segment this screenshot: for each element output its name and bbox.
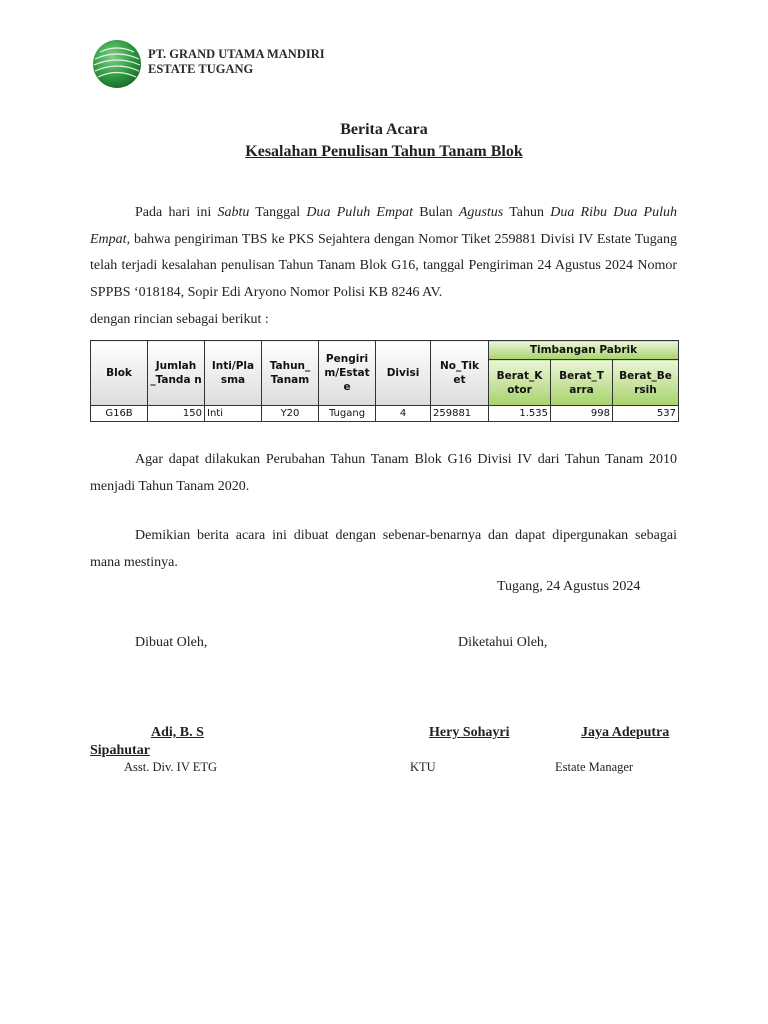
known-by-label: Diketahui Oleh,: [458, 635, 548, 650]
table-row: [91, 406, 679, 422]
cell-inti-plasma: Inti: [205, 406, 262, 422]
cell-berat-tarra: 998: [551, 406, 613, 422]
closing-paragraph: [90, 523, 677, 576]
cell-no-tiket: 259881: [431, 406, 489, 422]
p1-text-2: Tanggal: [249, 205, 307, 220]
col-header-jumlah-tandan: Jumlah _Tanda n: [148, 341, 205, 406]
cell-jumlah-tandan: 150: [148, 406, 205, 422]
document-heading: [0, 119, 768, 163]
col-group-timbangan-pabrik: Timbangan Pabrik: [489, 341, 679, 360]
signatory-1-name-cont: Sipahutar: [90, 743, 150, 758]
table-header-row: [91, 341, 679, 360]
signatory-1-name: Adi, B. S: [151, 725, 204, 740]
signatory-2-name: Hery Sohayri: [429, 725, 510, 740]
col-header-berat-tarra: Berat_T arra: [551, 360, 613, 406]
document-title: Berita Acara: [340, 121, 428, 138]
p1-text-1: Pada hari ini: [135, 205, 218, 220]
col-header-blok: Blok: [91, 341, 148, 406]
p1-date-words: Dua Puluh Empat: [306, 205, 413, 220]
signatory-3-role: Estate Manager: [555, 760, 634, 774]
document-subtitle: Kesalahan Penulisan Tahun Tanam Blok: [245, 143, 523, 160]
opening-paragraph: [90, 200, 677, 306]
details-intro: dengan rincian sebagai berikut :: [90, 312, 269, 327]
made-by-label: Dibuat Oleh,: [135, 635, 208, 650]
company-logo: [92, 39, 142, 89]
change-request-paragraph: [90, 447, 677, 500]
estate-name: ESTATE TUGANG: [148, 62, 254, 76]
col-header-tahun-tanam: Tahun_ Tanam: [262, 341, 319, 406]
col-header-pengirim: Pengiri m/Estat e: [319, 341, 376, 406]
p1-month: Agustus: [458, 205, 504, 220]
col-header-berat-bersih: Berat_Be rsih: [613, 360, 679, 406]
change-request-text: Agar dapat dilakukan Perubahan Tahun Tanam Blok G16 Divisi IV dari Tahun Tanam 2010 menjadi Tahun Tanam 2020.: [90, 452, 677, 494]
p1-text-3: Bulan: [412, 205, 459, 220]
col-header-berat-kotor: Berat_K otor: [489, 360, 551, 406]
signatory-2-role: KTU: [410, 760, 436, 774]
cell-tahun-tanam: Y20: [262, 406, 319, 422]
company-header: [148, 47, 325, 77]
globe-logo-icon: [92, 39, 142, 89]
cell-berat-kotor: 1.535: [489, 406, 551, 422]
cell-pengirim: Tugang: [319, 406, 376, 422]
col-header-inti-plasma: Inti/Pla sma: [205, 341, 262, 406]
cell-blok: G16B: [91, 406, 148, 422]
col-header-divisi: Divisi: [376, 341, 431, 406]
p1-year-words: Dua Ribu Dua Puluh Empat: [90, 205, 677, 247]
signatory-3-name: Jaya Adeputra: [581, 725, 670, 740]
company-name: PT. GRAND UTAMA MANDIRI: [148, 47, 325, 61]
cell-berat-bersih: 537: [613, 406, 679, 422]
shipment-table: [90, 340, 679, 422]
col-header-no-tiket: No_Tik et: [431, 341, 489, 406]
p1-day: Sabtu: [217, 205, 250, 220]
signatory-1-role: Asst. Div. IV ETG: [124, 760, 218, 774]
cell-divisi: 4: [376, 406, 431, 422]
p1-text-5: , bahwa pengiriman TBS ke PKS Sejahtera dengan Nomor Tiket 259881 Divisi IV Estate Tugang telah terjadi kesalahan penulisan Tahun Tanam Blok G16, tanggal Pengiriman 24 Agustus 2024 Nomor SPPBS ‘018184, Sopir Edi Aryono Nomor Polisi KB 8246 AV.: [90, 231, 677, 300]
place-date: Tugang, 24 Agustus 2024: [497, 579, 641, 594]
closing-text: Demikian berita acara ini dibuat dengan sebenar-benarnya dan dapat dipergunakan sebagai mana mestinya.: [90, 528, 677, 570]
p1-text-4: Tahun: [503, 205, 551, 220]
